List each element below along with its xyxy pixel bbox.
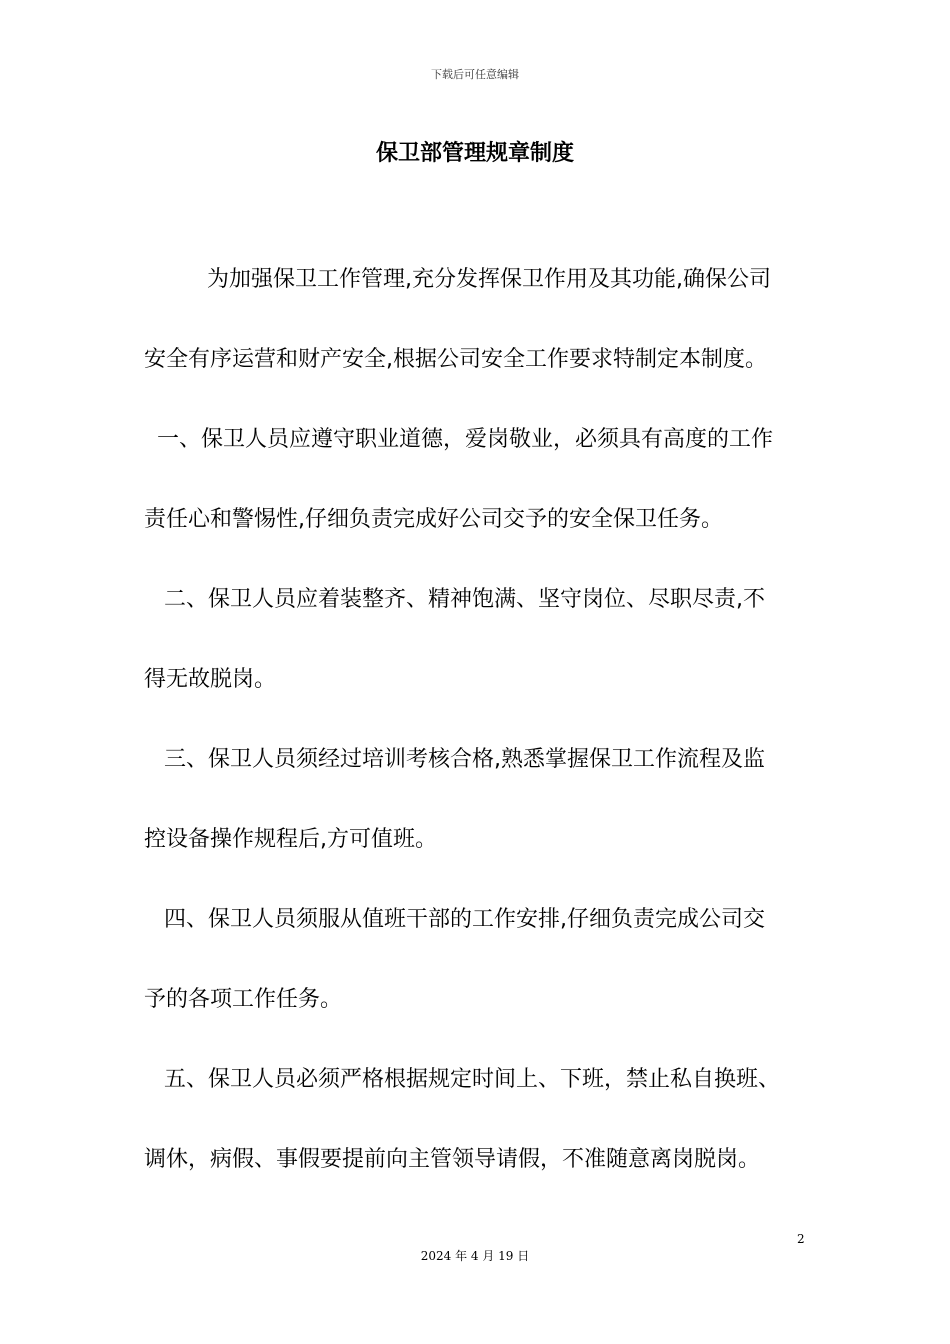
header-note: 下载后可任意编辑: [431, 68, 519, 81]
paragraph-line: 得无故脱岗。: [144, 667, 277, 692]
paragraph-line: 控设备操作规程后,方可值班。: [144, 827, 437, 852]
paragraph-line: 三、保卫人员须经过培训考核合格,熟悉掌握保卫工作流程及监: [164, 747, 765, 772]
paragraph-line: 二、保卫人员应着装整齐、精神饱满、坚守岗位、尽职尽责,不: [164, 587, 765, 612]
paragraph-line: 为加强保卫工作管理,充分发挥保卫作用及其功能,确保公司: [207, 267, 771, 292]
paragraph-line: 五、保卫人员必须严格根据规定时间上、下班，禁止私自换班、: [164, 1067, 781, 1092]
paragraph-line: 四、保卫人员须服从值班干部的工作安排,仔细负责完成公司交: [164, 907, 765, 932]
document-title: 保卫部管理规章制度: [375, 141, 574, 166]
paragraph-line: 安全有序运营和财产安全,根据公司安全工作要求特制定本制度。: [144, 347, 767, 372]
paragraph-line: 予的各项工作任务。: [144, 987, 343, 1012]
page-number: 2: [797, 1232, 805, 1246]
footer-date: 2024 年 4 月 19 日: [420, 1249, 530, 1263]
paragraph-line: 责任心和警惕性,仔细负责完成好公司交予的安全保卫任务。: [144, 507, 723, 532]
paragraph-line: 调休，病假、事假要提前向主管领导请假，不准随意离岗脱岗。: [144, 1147, 761, 1172]
document-body: [144, 240, 810, 1200]
paragraph-line: 一、保卫人员应遵守职业道德，爱岗敬业，必须具有高度的工作: [157, 427, 774, 452]
